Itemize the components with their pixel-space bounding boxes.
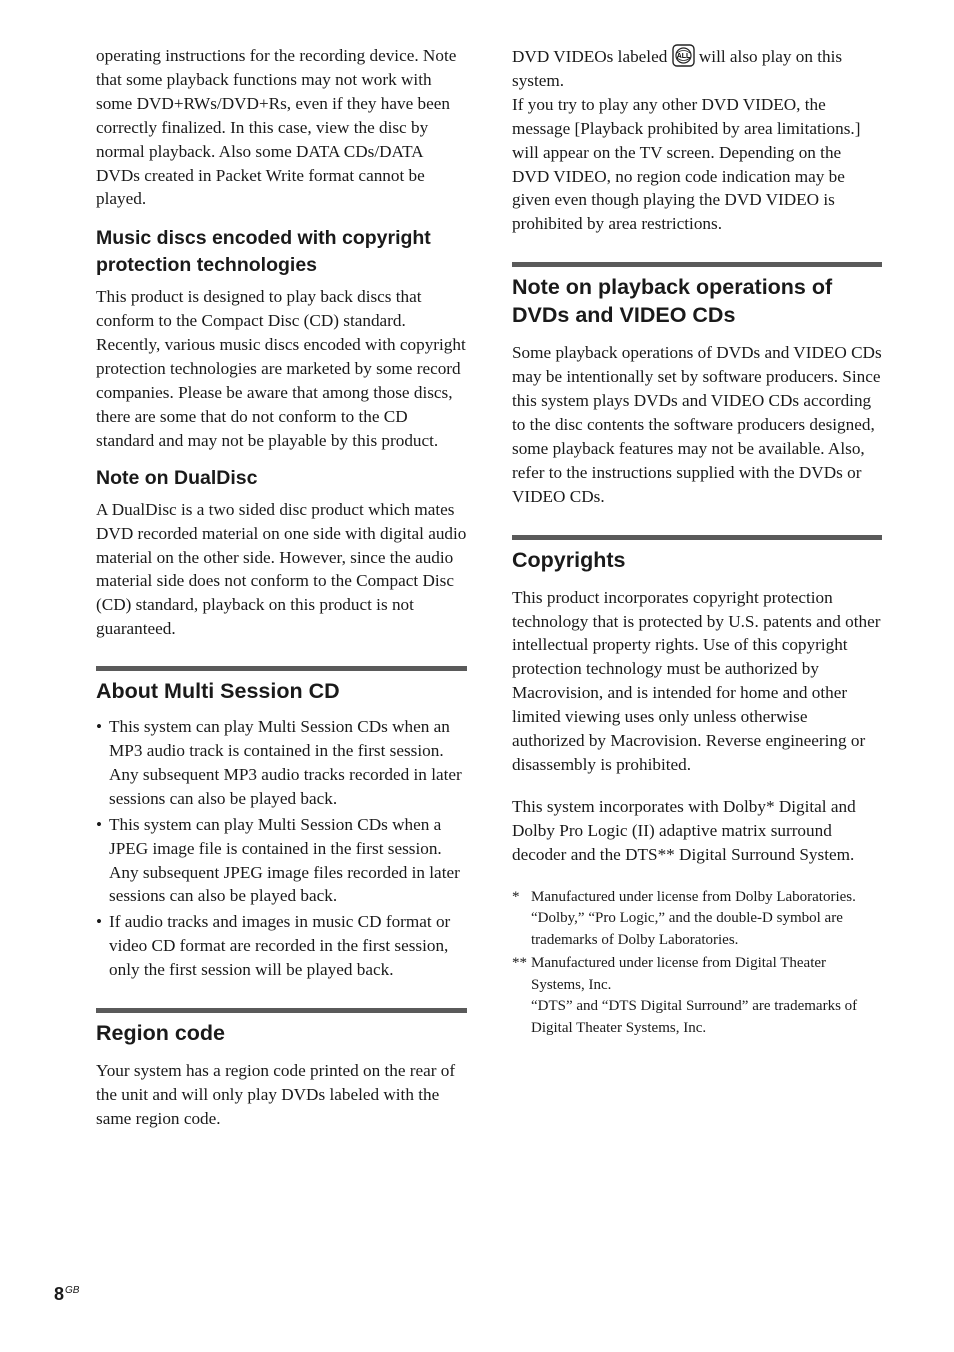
multi-session-section bbox=[96, 666, 467, 982]
footnote-mark: * bbox=[512, 888, 520, 905]
copyrights-paragraph-2: This system incorporates with Dolby* Digital and Dolby Pro Logic (II) adaptive matrix surround decoder and the DTS** Digital Surround System. bbox=[512, 796, 856, 864]
region-code-section bbox=[96, 1008, 467, 1131]
list-item: • This system can play Multi Session CDs when a JPEG image file is contained in the first session. Any subsequent JPEG image files recorded in later sessions can also be played back. bbox=[96, 814, 460, 906]
intro-paragraph: operating instructions for the recording device. Note that some playback functions may not work with some DVD+RWs/DVD+Rs, even if they have been correctly finalized. In this case, view the disc by normal playback. Also some DATA CDs/DATA DVDs created in Packet Write format cannot be played. bbox=[96, 46, 457, 209]
dualdisc-heading: Note on DualDisc bbox=[96, 466, 258, 489]
playback-ops-section bbox=[512, 262, 882, 508]
dualdisc-paragraph: A DualDisc is a two sided disc product which mates DVD recorded material on one side with digital audio material on the other side. However, since the audio material side does not conform to the Compact Disc (CD) standard, playback on this product is not guaranteed. bbox=[96, 499, 467, 639]
right-column bbox=[512, 44, 882, 1039]
region-all-icon bbox=[672, 44, 695, 67]
bullet-icon: • bbox=[96, 814, 103, 834]
prohibited-paragraph: If you try to play any other DVD VIDEO, the message [Playback prohibited by area limitations.] will appear on the TV screen. Depending on the DVD VIDEO, no region code indication may be given even though playing the DVD VIDEO is prohibited by area restrictions. bbox=[512, 94, 861, 234]
footnote-mark: ** bbox=[512, 955, 527, 972]
multi-session-heading: About Multi Session CD bbox=[96, 679, 340, 704]
playback-ops-heading: Note on playback operations of DVDs and VIDEO CDs bbox=[512, 275, 833, 328]
footnote-item: * Manufactured under license from Dolby Laboratories. “Dolby,” “Pro Logic,” and the double-D symbol are trademarks of Dolby Laboratories. bbox=[512, 888, 856, 948]
page-suffix: GB bbox=[65, 1285, 80, 1296]
playback-ops-paragraph: Some playback operations of DVDs and VIDEO CDs may be intentionally set by software producers. Since this system plays DVDs and VIDEO CDs according to the disc contents the software producers designed, some playback features may not be available. Also, refer to the instructions supplied with the DVDs or VIDEO CDs. bbox=[512, 343, 882, 506]
page-number: $8^{GB}$ bbox=[54, 1284, 80, 1304]
footnotes-list bbox=[512, 887, 882, 1040]
bullet-icon: • bbox=[96, 717, 103, 737]
bullet-icon: • bbox=[96, 912, 103, 932]
left-column bbox=[96, 44, 467, 1131]
music-discs-paragraph: This product is designed to play back discs that conform to the Compact Disc (CD) standard. Recently, various music discs encoded with copyright protection technologies are marketed by some record companies. Please be aware that among those discs, there are some that do not conform to the CD standard and may not be playable by this product. bbox=[96, 287, 466, 450]
region-code-heading: Region code bbox=[96, 1021, 226, 1046]
copyrights-paragraph-1: This product incorporates copyright protection technology that is protected by U.S. patents and other intellectual property rights. Use of this copyright protection technology must be authorized by Macrovision, and is intended for home and other limited viewing uses only unless otherwise authorized by Macrovision. Reverse engineering or disassembly is prohibited. bbox=[512, 587, 881, 774]
region-all-label: ALL bbox=[676, 53, 690, 60]
copyrights-section bbox=[512, 535, 882, 1039]
music-discs-heading: Music discs encoded with copyright protection technologies bbox=[96, 227, 431, 277]
list-item: • If audio tracks and images in music CD format or video CD format are recorded in the first session, only the first session will be played back. bbox=[96, 912, 451, 980]
multi-session-list bbox=[96, 715, 467, 982]
list-item: • This system can play Multi Session CDs when an MP3 audio track is contained in the first session. Any subsequent MP3 audio tracks recorded in later sessions can also be played back. bbox=[96, 717, 462, 808]
region-code-paragraph: Your system has a region code printed on the rear of the unit and will only play DVDs labeled with the same region code. bbox=[96, 1061, 456, 1128]
copyrights-heading: Copyrights bbox=[512, 547, 626, 572]
dvd-labeled-paragraph: DVD VIDEOs labeled ALL will also play on this system. bbox=[512, 44, 882, 93]
footnote-item: ** Manufactured under license from Digital Theater Systems, Inc. “DTS” and “DTS Digital Surround” are trademarks of Digital Theater Systems, Inc. bbox=[512, 955, 858, 1036]
